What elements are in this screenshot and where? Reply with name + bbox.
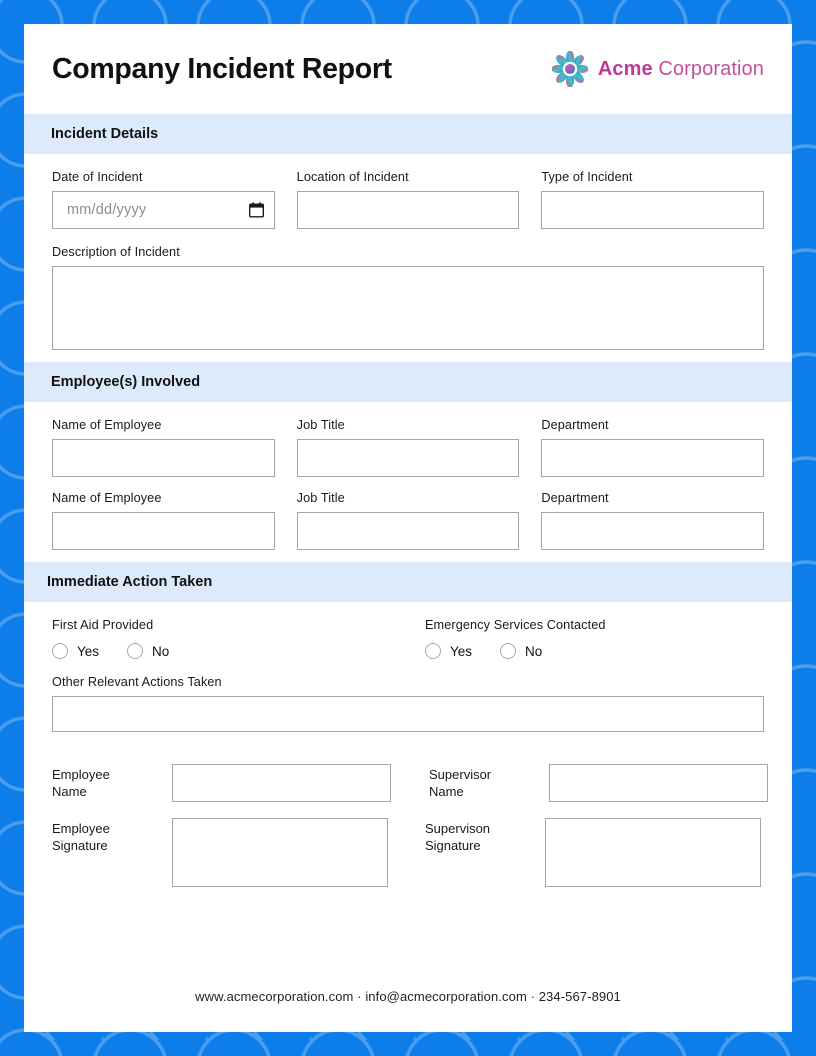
flower-pinwheel-logo-icon bbox=[552, 51, 588, 87]
first-aid-options bbox=[52, 643, 425, 659]
emergency-services-option-yes[interactable] bbox=[425, 643, 472, 659]
description-of-incident-textarea[interactable] bbox=[52, 266, 764, 350]
emergency-services-option-no[interactable] bbox=[500, 643, 542, 659]
document-card bbox=[24, 24, 792, 1032]
brand-name bbox=[598, 58, 764, 81]
radio-groups-row bbox=[52, 618, 764, 659]
label-date-of-incident: Date of Incident bbox=[52, 170, 143, 184]
field-job-title-2 bbox=[297, 491, 520, 550]
first-aid-option-no[interactable] bbox=[127, 643, 169, 659]
label-job-title-1: Job Title bbox=[296, 418, 345, 432]
emergency-services-no-label: No bbox=[525, 643, 543, 659]
supervisor-name-signature-input[interactable] bbox=[549, 764, 768, 802]
document-header bbox=[24, 24, 792, 114]
section-body-incident-details bbox=[24, 154, 792, 362]
page-title: Company Incident Report bbox=[52, 52, 392, 85]
label-employee-signature-line2: Signature bbox=[52, 838, 108, 853]
field-description-of-incident bbox=[52, 245, 764, 350]
first-aid-yes-label: Yes bbox=[77, 643, 100, 659]
label-employee-name-line1: Employee bbox=[52, 767, 110, 782]
label-employee-name bbox=[52, 764, 172, 800]
radio-circle-icon[interactable] bbox=[500, 643, 516, 659]
incident-top-row bbox=[52, 170, 764, 229]
date-of-incident-input[interactable] bbox=[52, 191, 275, 229]
signature-sign-row bbox=[52, 818, 764, 887]
brand-word-2: Corporation bbox=[658, 57, 764, 80]
document-footer: www.acmecorporation.com · info@acmecorporation.com · 234-567-8901 bbox=[195, 989, 621, 1004]
field-department-2 bbox=[541, 491, 764, 550]
field-other-relevant-actions bbox=[52, 675, 764, 732]
label-department-1: Department bbox=[541, 418, 609, 432]
field-employee-name-1 bbox=[52, 418, 275, 477]
field-employee-name-2 bbox=[52, 491, 275, 550]
label-supervisor-name-line2: Name bbox=[429, 784, 464, 799]
label-type-of-incident: Type of Incident bbox=[541, 170, 633, 184]
label-other-relevant-actions: Other Relevant Actions Taken bbox=[52, 675, 222, 689]
radio-group-emergency-services bbox=[425, 618, 764, 659]
employee-signature-canvas[interactable] bbox=[172, 818, 388, 887]
label-location-of-incident: Location of Incident bbox=[296, 170, 409, 184]
label-first-aid-provided: First Aid Provided bbox=[52, 618, 154, 632]
section-body-immediate-action bbox=[24, 602, 792, 744]
employee-name-signature-input[interactable] bbox=[172, 764, 391, 802]
brand-lockup bbox=[552, 51, 764, 87]
label-supervisor-signature-line1: Supervison bbox=[425, 821, 491, 836]
other-relevant-actions-textarea[interactable] bbox=[52, 696, 764, 732]
radio-group-first-aid bbox=[52, 618, 425, 659]
department-input-2[interactable] bbox=[541, 512, 764, 550]
section-header-employees-involved: Employee(s) Involved bbox=[24, 362, 792, 402]
emergency-services-options bbox=[425, 643, 764, 659]
radio-circle-icon[interactable] bbox=[52, 643, 68, 659]
label-job-title-2: Job Title bbox=[296, 491, 345, 505]
field-type-of-incident bbox=[541, 170, 764, 229]
label-emergency-services-contacted: Emergency Services Contacted bbox=[425, 618, 606, 632]
label-employee-name-1: Name of Employee bbox=[52, 418, 162, 432]
section-header-immediate-action: Immediate Action Taken bbox=[24, 562, 792, 602]
radio-circle-icon[interactable] bbox=[425, 643, 441, 659]
supervisor-signature-canvas[interactable] bbox=[545, 818, 761, 887]
department-input-1[interactable] bbox=[541, 439, 764, 477]
label-employee-name-2: Name of Employee bbox=[52, 491, 162, 505]
job-title-input-1[interactable] bbox=[297, 439, 520, 477]
calendar-icon[interactable] bbox=[249, 202, 264, 218]
radio-circle-icon[interactable] bbox=[127, 643, 143, 659]
label-supervisor-name bbox=[429, 764, 549, 800]
field-date-of-incident bbox=[52, 170, 275, 229]
emergency-services-yes-label: Yes bbox=[450, 643, 473, 659]
employee-name-input-2[interactable] bbox=[52, 512, 275, 550]
label-employee-signature bbox=[52, 818, 172, 854]
section-header-incident-details: Incident Details bbox=[24, 114, 792, 154]
signature-block bbox=[24, 764, 792, 887]
first-aid-option-yes[interactable] bbox=[52, 643, 99, 659]
job-title-input-2[interactable] bbox=[297, 512, 520, 550]
label-employee-signature-line1: Employee bbox=[52, 821, 110, 836]
label-employee-name-line2: Name bbox=[52, 784, 87, 799]
label-supervisor-signature bbox=[425, 818, 545, 854]
employee-row bbox=[52, 418, 764, 477]
field-job-title-1 bbox=[297, 418, 520, 477]
label-supervisor-signature-line2: Signature bbox=[425, 838, 481, 853]
label-supervisor-name-line1: Supervisor bbox=[429, 767, 492, 782]
field-department-1 bbox=[541, 418, 764, 477]
field-location-of-incident bbox=[297, 170, 520, 229]
type-of-incident-input[interactable] bbox=[541, 191, 764, 229]
date-placeholder-text: mm/dd/yyyy bbox=[67, 202, 147, 218]
first-aid-no-label: No bbox=[152, 643, 170, 659]
brand-word-1: Acme bbox=[597, 57, 653, 80]
employee-row bbox=[52, 491, 764, 550]
signature-name-row bbox=[52, 764, 764, 802]
employee-name-input-1[interactable] bbox=[52, 439, 275, 477]
section-body-employees-involved bbox=[24, 402, 792, 562]
label-description-of-incident: Description of Incident bbox=[52, 245, 180, 259]
location-of-incident-input[interactable] bbox=[297, 191, 520, 229]
label-department-2: Department bbox=[541, 491, 609, 505]
